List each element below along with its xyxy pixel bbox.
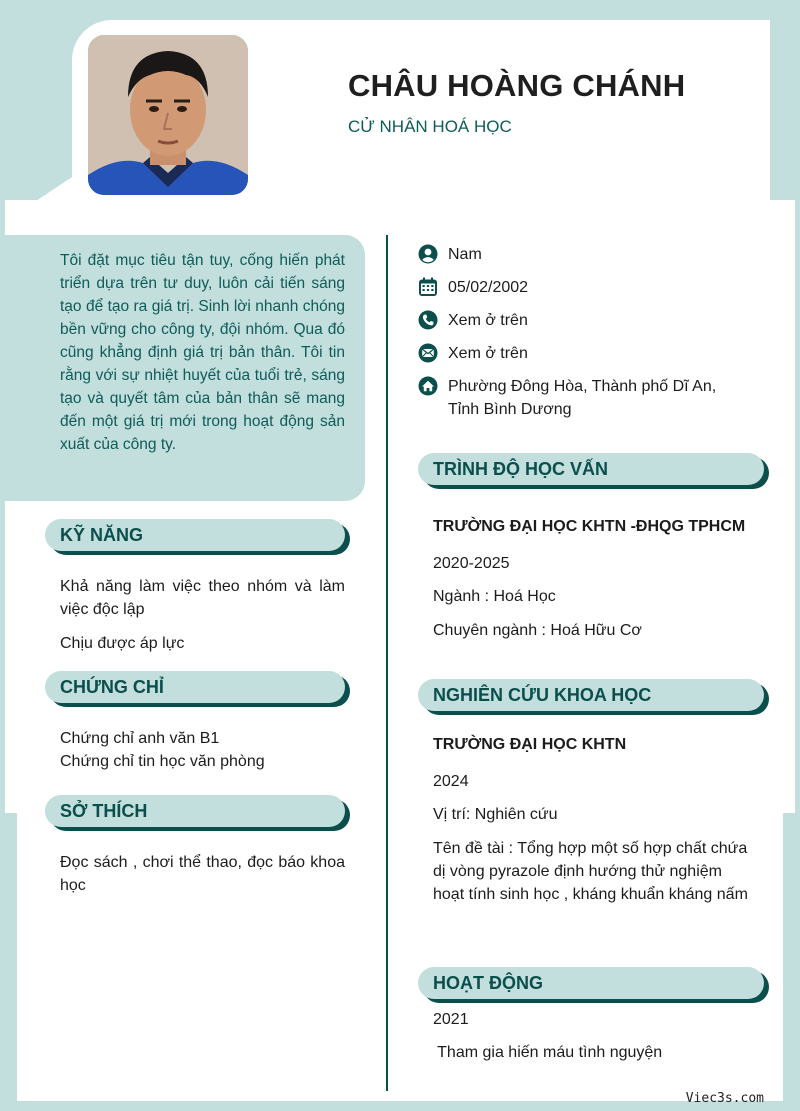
contact-address: [418, 375, 716, 421]
contact-birthday: [418, 276, 528, 299]
research-position: Vị trí: Nghiên cứu: [433, 806, 558, 823]
activity-item: Tham gia hiến máu tình nguyện: [433, 1044, 663, 1061]
frame-bottom: [0, 1101, 800, 1111]
activity-year: 2021: [433, 1011, 469, 1028]
certificates-heading: CHỨNG CHỈ: [45, 671, 345, 703]
contact-gender: [418, 243, 482, 266]
hobbies-text: Đọc sách , chơi thể thao, đọc báo khoa học: [60, 854, 345, 894]
profile-photo: [88, 35, 248, 195]
education-major: Ngành : Hoá Học: [433, 588, 556, 605]
candidate-title: CỬ NHÂN HOÁ HỌC: [348, 117, 512, 136]
education-heading: TRÌNH ĐỘ HỌC VẤN: [418, 453, 764, 485]
email-value: Xem ở trên: [448, 345, 528, 362]
skills-heading: KỸ NĂNG: [45, 519, 345, 551]
research-heading: NGHIÊN CỨU KHOA HỌC: [418, 679, 764, 711]
column-divider: [386, 235, 388, 1091]
birthday-value: 05/02/2002: [448, 279, 529, 296]
phone-value: Xem ở trên: [448, 312, 528, 329]
address-value: [448, 375, 716, 421]
research-topic: Tên đề tài : Tổng hợp một số hợp chất chứa dị vòng pyrazole định hướng thử nghiệm hoạt tính sinh học , kháng khuẩn kháng nấm: [433, 840, 748, 903]
header-strip: [17, 200, 783, 220]
home-icon: [418, 376, 438, 396]
research-year: 2024: [433, 773, 469, 790]
education-years: 2020-2025: [433, 555, 510, 572]
activities-heading: HOẠT ĐỘNG: [418, 967, 764, 999]
mail-icon: [418, 343, 438, 363]
skill-item: Chịu được áp lực: [60, 635, 185, 652]
frame-left-lower: [0, 813, 17, 1111]
candidate-name: CHÂU HOÀNG CHÁNH: [348, 68, 686, 103]
certificate-item: Chứng chỉ tin học văn phòng: [60, 753, 265, 770]
gender-value: Nam: [448, 246, 482, 263]
objective-box: [5, 235, 365, 501]
portrait-image: [88, 35, 248, 195]
research-school: TRƯỜNG ĐẠI HỌC KHTN: [433, 736, 627, 753]
user-icon: [418, 244, 438, 264]
certificate-item: Chứng chỉ anh văn B1: [60, 730, 220, 747]
calendar-icon: [418, 277, 438, 297]
objective-text: Tôi đặt mục tiêu tận tuy, cống hiến phát triển dựa trên tư duy, luôn cải tiến sáng tạo để tạo ra giá trị. Sinh lời nhanh chóng bền vững cho công ty, đội nhóm. Qua đó cũng khẳng định giá trị bản thân. Tôi tin rằng với sự nhiệt huyết của tuổi trẻ, sáng tạo và quyết tâm của bản thân sẽ mang đến một giá trị mới trong hoạt động sản xuất của công ty.: [60, 252, 345, 453]
watermark: Viec3s.com: [685, 1091, 764, 1106]
contact-phone: [418, 309, 528, 332]
skill-item: Khả năng làm việc theo nhóm và làm việc độc lập: [60, 578, 345, 618]
education-school: TRƯỜNG ĐẠI HỌC KHTN -ĐHQG TPHCM: [433, 518, 746, 535]
address-line-2: Tỉnh Bình Dương: [448, 401, 572, 418]
contact-email: [418, 342, 528, 365]
phone-icon: [418, 310, 438, 330]
address-line-1: Phường Đông Hòa, Thành phố Dĩ An,: [448, 378, 717, 395]
hobbies-heading: SỞ THÍCH: [45, 795, 345, 827]
education-specialization: Chuyên ngành : Hoá Hữu Cơ: [433, 622, 642, 639]
frame-right-lower: [783, 813, 800, 1111]
